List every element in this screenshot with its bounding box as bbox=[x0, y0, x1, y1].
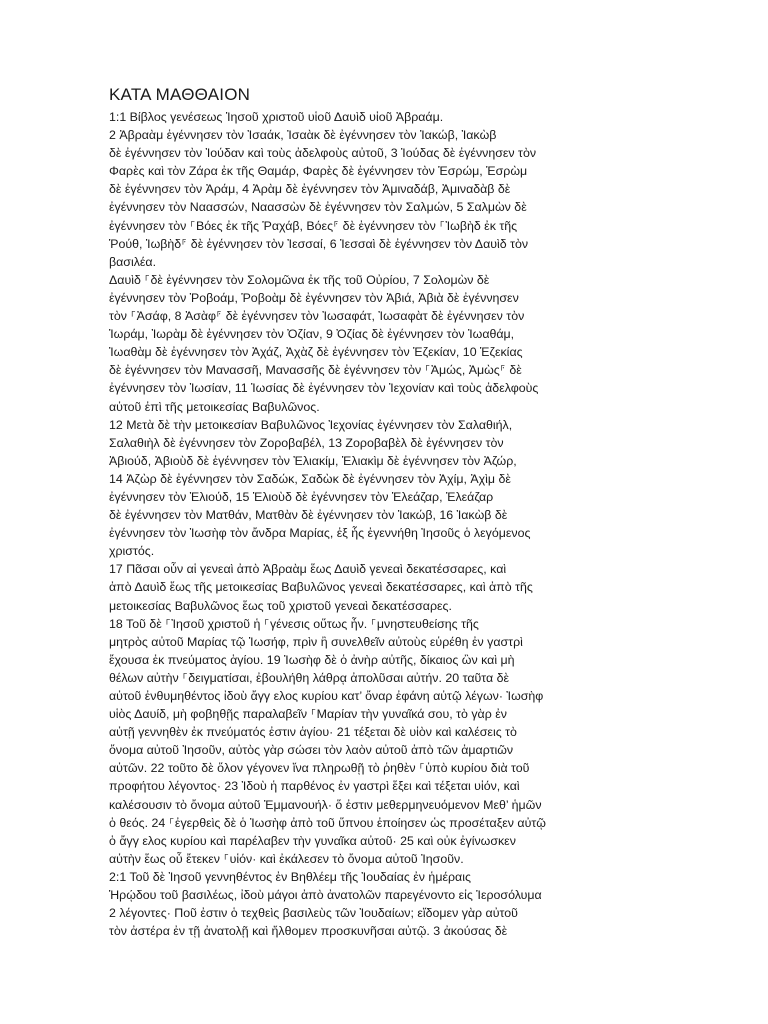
text-line: ἐγέννησεν τὸν Ῥοβοάμ, Ῥοβοὰμ δὲ ἐγέννησεν τὸν Ἀβιά, Ἀβιὰ δὲ ἐγέννησεν bbox=[109, 290, 519, 305]
text-line: Ἡρῴδου τοῦ βασιλέως, ἰδοὺ μάγοι ἀπὸ ἀνατολῶν παρεγένοντο εἰς Ἱεροσόλυμα bbox=[109, 888, 542, 903]
text-line: δὲ ἐγέννησεν τὸν Ἀράμ, 4 Ἀρὰμ δὲ ἐγέννησεν τὸν Ἀμιναδάβ, Ἀμιναδὰβ δὲ bbox=[109, 182, 511, 197]
text-line: Φαρὲς καὶ τὸν Ζάρα ἐκ τῆς Θαμάρ, Φαρὲς δὲ ἐγέννησεν τὸν Ἑσρώμ, Ἑσρὼμ bbox=[109, 164, 528, 179]
document-body bbox=[109, 108, 667, 940]
text-line: ἐγέννησεν τὸν Ἐλιούδ, 15 Ἐλιοὺδ δὲ ἐγέννησεν τὸν Ἐλεάζαρ, Ἐλεάζαρ bbox=[109, 489, 494, 504]
text-line: θέλων αὐτὴν ⸀δειγματίσαι, ἐβουλήθη λάθρᾳ ἀπολῦσαι αὐτήν. 20 ταῦτα δὲ bbox=[109, 670, 510, 685]
text-line: Ῥούθ, Ἰωβὴδ⸁ δὲ ἐγέννησεν τὸν Ἰεσσαί, 6 Ἰεσσαὶ δὲ ἐγέννησεν τὸν Δαυὶδ τὸν bbox=[109, 236, 529, 251]
text-line: ἐγέννησεν τὸν Ναασσών, Ναασσὼν δὲ ἐγέννησεν τὸν Σαλμών, 5 Σαλμὼν δὲ bbox=[109, 200, 527, 215]
text-line: 2 λέγοντες· Ποῦ ἐστιν ὁ τεχθεὶς βασιλεὺς τῶν Ἰουδαίων; εἴδομεν γὰρ αὐτοῦ bbox=[109, 906, 518, 921]
text-line: ἐγέννησεν τὸν ⸀Βόες ἐκ τῆς Ῥαχάβ, Βόες⸁ δὲ ἐγέννησεν τὸν ⸀Ἰωβὴδ ἐκ τῆς bbox=[109, 218, 518, 233]
text-line: αὐτῇ γεννηθὲν ἐκ πνεύματός ἐστιν ἁγίου· 21 τέξεται δὲ υἱὸν καὶ καλέσεις τὸ bbox=[109, 725, 517, 740]
text-line: Ἀβιούδ, Ἀβιοὺδ δὲ ἐγέννησεν τὸν Ἐλιακίμ, Ἐλιακὶμ δὲ ἐγέννησεν τὸν Ἀζώρ, bbox=[109, 453, 517, 468]
text-line: βασιλέα. bbox=[109, 254, 157, 269]
text-line: τὸν ἀστέρα ἐν τῇ ἀνατολῇ καὶ ἤλθομεν προσκυνῆσαι αὐτῷ. 3 ἀκούσας δὲ bbox=[109, 924, 508, 939]
text-line: ὁ ἄγγ ελος κυρίου καὶ παρέλαβεν τὴν γυναῖκα αὐτοῦ· 25 καὶ οὐκ ἐγίνωσκεν bbox=[109, 833, 516, 848]
text-line: ἐγέννησεν τὸν Ἰωσὴφ τὸν ἄνδρα Μαρίας, ἐξ ἧς ἐγεννήθη Ἰησοῦς ὁ λεγόμενος bbox=[109, 526, 531, 541]
text-line: τὸν ⸀Ἀσάφ, 8 Ἀσὰφ⸁ δὲ ἐγέννησεν τὸν Ἰωσαφάτ, Ἰωσαφὰτ δὲ ἐγέννησεν τὸν bbox=[109, 309, 525, 324]
text-line: 17 Πᾶσαι οὖν αἱ γενεαὶ ἀπὸ Ἀβραὰμ ἕως Δαυὶδ γενεαὶ δεκατέσσαρες, καὶ bbox=[109, 562, 507, 577]
text-line: ὁ θεός. 24 ⸀ἐγερθεὶς δὲ ὁ Ἰωσὴφ ἀπὸ τοῦ ὕπνου ἐποίησεν ὡς προσέταξεν αὐτῷ bbox=[109, 815, 546, 830]
text-line: 2 Ἀβραὰμ ἐγέννησεν τὸν Ἰσαάκ, Ἰσαὰκ δὲ ἐγέννησεν τὸν Ἰακώβ, Ἰακὼβ bbox=[109, 128, 497, 143]
text-line: αὐτῶν. 22 τοῦτο δὲ ὅλον γέγονεν ἵνα πληρωθῇ τὸ ῥηθὲν ⸀ὑπὸ κυρίου διὰ τοῦ bbox=[109, 761, 530, 776]
text-line: 2:1 Τοῦ δὲ Ἰησοῦ γεννηθέντος ἐν Βηθλέεμ τῆς Ἰουδαίας ἐν ἡμέραις bbox=[109, 869, 471, 884]
text-line: αὐτὴν ἕως οὗ ἔτεκεν ⸀υἱόν· καὶ ἐκάλεσεν τὸ ὄνομα αὐτοῦ Ἰησοῦν. bbox=[109, 851, 464, 866]
text-line: 12 Μετὰ δὲ τὴν μετοικεσίαν Βαβυλῶνος Ἰεχονίας ἐγέννησεν τὸν Σαλαθιήλ, bbox=[109, 417, 513, 432]
text-line: μετοικεσίας Βαβυλῶνος ἕως τοῦ χριστοῦ γενεαὶ δεκατέσσαρες. bbox=[109, 598, 452, 613]
text-line: ὄνομα αὐτοῦ Ἰησοῦν, αὐτὸς γὰρ σώσει τὸν λαὸν αὐτοῦ ἀπὸ τῶν ἁμαρτιῶν bbox=[109, 743, 514, 758]
document-title: ΚΑΤΑ ΜΑΘΘΑΙΟΝ bbox=[109, 85, 251, 104]
text-line: δὲ ἐγέννησεν τὸν Ματθάν, Ματθὰν δὲ ἐγέννησεν τὸν Ἰακώβ, 16 Ἰακὼβ δὲ bbox=[109, 508, 508, 523]
text-line: 14 Ἀζὼρ δὲ ἐγέννησεν τὸν Σαδώκ, Σαδὼκ δὲ ἐγέννησεν τὸν Ἀχίμ, Ἀχὶμ δὲ bbox=[109, 471, 511, 486]
text-line: αὐτοῦ ἐπὶ τῆς μετοικεσίας Βαβυλῶνος. bbox=[109, 399, 320, 414]
text-line: δὲ ἐγέννησεν τὸν Ἰούδαν καὶ τοὺς ἀδελφοὺς αὐτοῦ, 3 Ἰούδας δὲ ἐγέννησεν τὸν bbox=[109, 146, 537, 161]
text-line: 18 Τοῦ δὲ ⸀Ἰησοῦ χριστοῦ ἡ ⸀γένεσις οὕτως ἦν. ⸀μνηστευθείσης τῆς bbox=[109, 616, 479, 631]
document-page bbox=[109, 84, 667, 940]
text-line: ἐγέννησεν τὸν Ἰωσίαν, 11 Ἰωσίας δὲ ἐγέννησεν τὸν Ἰεχονίαν καὶ τοὺς ἀδελφοὺς bbox=[109, 381, 539, 396]
text-line: αὐτοῦ ἐνθυμηθέντος ἰδοὺ ἄγγ ελος κυρίου κατ’ ὄναρ ἐφάνη αὐτῷ λέγων· Ἰωσὴφ bbox=[109, 689, 544, 703]
text-line: Ἰωράμ, Ἰωρὰμ δὲ ἐγέννησεν τὸν Ὀζίαν, 9 Ὀζίας δὲ ἐγέννησεν τὸν Ἰωαθάμ, bbox=[109, 327, 515, 342]
text-line: Ἰωαθὰμ δὲ ἐγέννησεν τὸν Ἀχάζ, Ἀχὰζ δὲ ἐγέννησεν τὸν Ἑζεκίαν, 10 Ἑζεκίας bbox=[109, 345, 523, 360]
text-line: χριστός. bbox=[109, 544, 155, 559]
text-line: Δαυὶδ ⸀δὲ ἐγέννησεν τὸν Σολομῶνα ἐκ τῆς τοῦ Οὐρίου, 7 Σολομὼν δὲ bbox=[109, 272, 490, 287]
text-line: υἱὸς Δαυίδ, μὴ φοβηθῇς παραλαβεῖν ⸀Μαρίαν τὴν γυναῖκά σου, τὸ γὰρ ἐν bbox=[109, 707, 507, 722]
text-line: ἔχουσα ἐκ πνεύματος ἁγίου. 19 Ἰωσὴφ δὲ ὁ ἀνὴρ αὐτῆς, δίκαιος ὢν καὶ μὴ bbox=[109, 652, 515, 667]
text-line: προφήτου λέγοντος· 23 Ἰδοὺ ἡ παρθένος ἐν γαστρὶ ἕξει καὶ τέξεται υἱόν, καὶ bbox=[109, 779, 520, 794]
text-line: καλέσουσιν τὸ ὄνομα αὐτοῦ Ἐμμανουήλ· ὅ ἐστιν μεθερμηνευόμενον Μεθ’ ἡμῶν bbox=[109, 797, 542, 812]
text-line: ἀπὸ Δαυὶδ ἕως τῆς μετοικεσίας Βαβυλῶνος γενεαὶ δεκατέσσαρες, καὶ ἀπὸ τῆς bbox=[109, 580, 533, 595]
text-line: μητρὸς αὐτοῦ Μαρίας τῷ Ἰωσήφ, πρὶν ἢ συνελθεῖν αὐτοὺς εὑρέθη ἐν γαστρὶ bbox=[109, 634, 523, 649]
text-line: Σαλαθιὴλ δὲ ἐγέννησεν τὸν Ζοροβαβέλ, 13 Ζοροβαβὲλ δὲ ἐγέννησεν τὸν bbox=[109, 435, 504, 450]
text-line: 1:1 Βίβλος γενέσεως Ἰησοῦ χριστοῦ υἱοῦ Δαυὶδ υἱοῦ Ἀβραάμ. bbox=[109, 110, 444, 124]
text-line: δὲ ἐγέννησεν τὸν Μανασσῆ, Μανασσῆς δὲ ἐγέννησεν τὸν ⸀Ἀμώς, Ἀμὼς⸁ δὲ bbox=[109, 363, 522, 378]
